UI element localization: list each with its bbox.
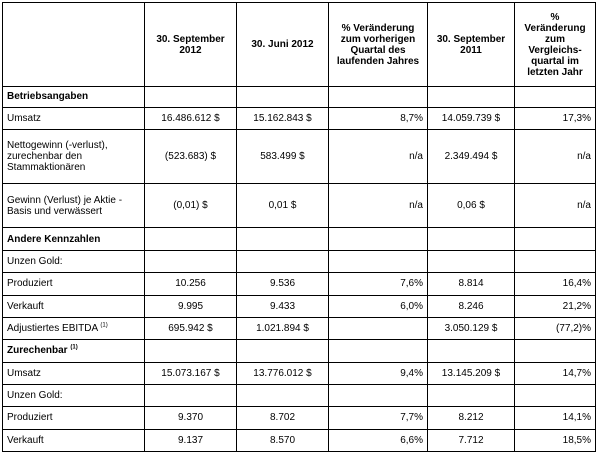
cell-sep2012: 9.370 xyxy=(145,407,237,429)
cell-sep2011: 8.814 xyxy=(428,273,515,295)
cell-sep2011: 8.212 xyxy=(428,407,515,429)
table-row-gewinn-je-aktie xyxy=(3,183,596,228)
section-zurechenbar-cell xyxy=(3,340,145,362)
cell-change-quarter: 9,4% xyxy=(329,362,428,384)
row-label: Umsatz xyxy=(3,107,145,129)
cell-jun2012: 0,01 $ xyxy=(237,183,329,228)
table-row-verkauft-zurechenbar xyxy=(3,429,596,451)
table-row-verkauft xyxy=(3,295,596,317)
row-label: Produziert xyxy=(3,273,145,295)
cell-change-quarter: 6,6% xyxy=(329,429,428,451)
table-row-nettogewinn xyxy=(3,129,596,183)
footnote-ref: (1) xyxy=(100,322,108,329)
section-betriebsangaben: Betriebsangaben xyxy=(3,87,145,107)
row-label: Verkauft xyxy=(3,295,145,317)
cell-sep2011: 0,06 $ xyxy=(428,183,515,228)
header-sep2011: 30. September 2011 xyxy=(428,3,515,87)
cell-sep2011: 2.349.494 $ xyxy=(428,129,515,183)
table-row-unzen-gold xyxy=(3,250,596,272)
cell-change-year: n/a xyxy=(515,129,596,183)
cell-sep2011: 3.050.129 $ xyxy=(428,317,515,339)
section-andere-kennzahlen: Andere Kennzahlen xyxy=(3,228,145,250)
cell-sep2012: 9.137 xyxy=(145,429,237,451)
footnote-ref: (1) xyxy=(70,345,78,352)
section-zurechenbar: Zurechenbar xyxy=(7,345,68,357)
header-label-cell xyxy=(3,3,145,87)
table-row-produziert-zurechenbar xyxy=(3,407,596,429)
header-row xyxy=(3,3,596,87)
row-label: Adjustiertes EBITDA xyxy=(7,323,98,335)
cell-sep2011: 13.145.209 $ xyxy=(428,362,515,384)
row-label: Umsatz xyxy=(3,362,145,384)
cell-sep2012: 15.073.167 $ xyxy=(145,362,237,384)
row-label: Unzen Gold: xyxy=(3,384,145,406)
table-row-unzen-gold-zurechenbar xyxy=(3,384,596,406)
cell-jun2012: 15.162.843 $ xyxy=(237,107,329,129)
cell-change-year: (77,2)% xyxy=(515,317,596,339)
cell-sep2012: 16.486.612 $ xyxy=(145,107,237,129)
header-jun2012: 30. Juni 2012 xyxy=(237,3,329,87)
cell-sep2012: 10.256 xyxy=(145,273,237,295)
section-row-zurechenbar xyxy=(3,340,596,362)
cell-jun2012: 8.702 xyxy=(237,407,329,429)
cell-jun2012: 9.536 xyxy=(237,273,329,295)
cell-change-year: 16,4% xyxy=(515,273,596,295)
table-row-produziert xyxy=(3,273,596,295)
cell-sep2012: (523.683) $ xyxy=(145,129,237,183)
cell-change-quarter: n/a xyxy=(329,183,428,228)
cell-change-year: 14,7% xyxy=(515,362,596,384)
cell-sep2012: (0,01) $ xyxy=(145,183,237,228)
cell-jun2012: 8.570 xyxy=(237,429,329,451)
row-label: Gewinn (Verlust) je Aktie - Basis und verwässert xyxy=(3,183,145,228)
cell-change-quarter: n/a xyxy=(329,129,428,183)
row-label-ebitda xyxy=(3,317,145,339)
cell-change-year: 18,5% xyxy=(515,429,596,451)
cell-change-quarter: 8,7% xyxy=(329,107,428,129)
header-sep2012: 30. September 2012 xyxy=(145,3,237,87)
cell-jun2012: 1.021.894 $ xyxy=(237,317,329,339)
row-label: Produziert xyxy=(3,407,145,429)
cell-change-quarter: 7,6% xyxy=(329,273,428,295)
section-row-andere-kennzahlen xyxy=(3,228,596,250)
section-row-betriebsangaben xyxy=(3,87,596,107)
row-label: Unzen Gold: xyxy=(3,250,145,272)
cell-sep2012: 9.995 xyxy=(145,295,237,317)
header-change-prev-quarter: % Veränderung zum vorherigen Quartal des laufenden Jahres xyxy=(329,3,428,87)
cell-change-year: 14,1% xyxy=(515,407,596,429)
cell-sep2011: 14.059.739 $ xyxy=(428,107,515,129)
cell-jun2012: 583.499 $ xyxy=(237,129,329,183)
cell-change-year: 17,3% xyxy=(515,107,596,129)
cell-change-quarter: 7,7% xyxy=(329,407,428,429)
row-label: Nettogewinn (-verlust), zurechenbar den Stammaktionären xyxy=(3,129,145,183)
cell-change-quarter: 6,0% xyxy=(329,295,428,317)
cell-sep2011: 7.712 xyxy=(428,429,515,451)
cell-change-year: n/a xyxy=(515,183,596,228)
table-row-umsatz xyxy=(3,107,596,129)
table-row-umsatz-zurechenbar xyxy=(3,362,596,384)
cell-sep2012: 695.942 $ xyxy=(145,317,237,339)
cell-jun2012: 9.433 xyxy=(237,295,329,317)
cell-change-quarter xyxy=(329,317,428,339)
table-row-ebitda xyxy=(3,317,596,339)
row-label: Verkauft xyxy=(3,429,145,451)
financial-table xyxy=(2,2,596,452)
cell-change-year: 21,2% xyxy=(515,295,596,317)
header-change-prev-year: % Veränderung zum Vergleichs-quartal im letzten Jahr xyxy=(515,3,596,87)
cell-sep2011: 8.246 xyxy=(428,295,515,317)
cell-jun2012: 13.776.012 $ xyxy=(237,362,329,384)
